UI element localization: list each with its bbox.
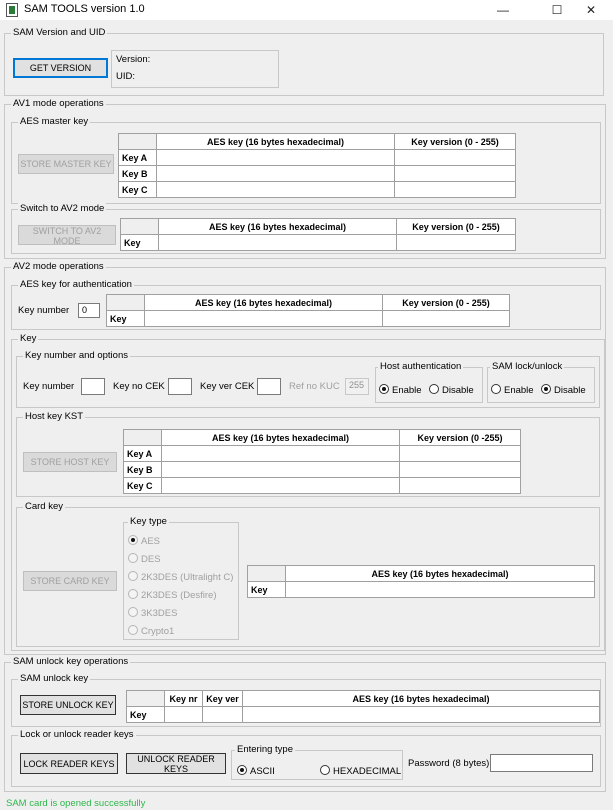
unlock-key-nr-cell[interactable] <box>165 707 203 723</box>
switch-to-av2-button[interactable]: SWITCH TO AV2 MODE <box>18 225 116 245</box>
key-options-label: Key number and options <box>25 350 128 361</box>
master-col-key: AES key (16 bytes hexadecimal) <box>157 134 395 150</box>
window-title: SAM TOOLS version 1.0 <box>24 3 145 15</box>
sam-version-uid-label: SAM Version and UID <box>13 27 106 38</box>
auth-key-cell[interactable] <box>145 311 383 327</box>
password-input[interactable] <box>490 754 593 772</box>
unlock-row-key: Key <box>127 707 165 723</box>
radio-selected-icon <box>128 535 138 545</box>
host-row-b: Key B <box>124 462 162 478</box>
sam-version-uid-group <box>4 27 604 96</box>
master-ver-b-cell[interactable] <box>395 166 516 182</box>
switch-ver-cell[interactable] <box>397 235 516 251</box>
card-col-key: AES key (16 bytes hexadecimal) <box>286 566 595 582</box>
version-label: Version: <box>116 54 151 65</box>
unlock-col-key-ver: Key ver <box>203 691 243 707</box>
master-key-b-cell[interactable] <box>157 166 395 182</box>
status-text: SAM card is opened successfully <box>6 798 146 809</box>
auth-col-version: Key version (0 - 255) <box>383 295 510 311</box>
unlock-col-key: AES key (16 bytes hexadecimal) <box>243 691 600 707</box>
store-unlock-key-button[interactable]: STORE UNLOCK KEY <box>20 695 116 715</box>
close-button[interactable]: ✕ <box>585 3 597 17</box>
card-key-cell[interactable] <box>286 582 595 598</box>
auth-key-label: AES key for authentication <box>20 279 132 290</box>
switch-key-table <box>120 218 516 251</box>
sam-unlock-key-label: SAM unlock key <box>20 673 89 684</box>
av2-mode-group <box>4 261 606 655</box>
host-col-version: Key version (0 -255) <box>400 430 521 446</box>
unlock-key-table <box>126 690 600 723</box>
auth-ver-cell[interactable] <box>383 311 510 327</box>
radio-icon <box>491 384 501 394</box>
card-key-label: Card key <box>25 501 64 512</box>
status-bar <box>0 798 613 810</box>
host-auth-enable-radio[interactable]: Enable <box>379 384 422 397</box>
key-type-2k3des-desfire-radio[interactable]: 2K3DES (Desfire) <box>128 589 217 602</box>
radio-icon <box>128 571 138 581</box>
host-row-a: Key A <box>124 446 162 462</box>
unlock-reader-keys-button[interactable]: UNLOCK READER KEYS <box>126 753 226 774</box>
host-key-kst-group <box>16 411 600 497</box>
ref-no-kuc-input[interactable]: 255 <box>345 378 369 395</box>
lock-reader-keys-button[interactable]: LOCK READER KEYS <box>20 753 118 774</box>
master-key-c-cell[interactable] <box>157 182 395 198</box>
minimize-button[interactable]: — <box>497 3 509 17</box>
host-key-table <box>123 429 521 494</box>
host-auth-group <box>375 361 483 403</box>
key-no-cek-input[interactable] <box>168 378 192 395</box>
version-uid-box <box>111 50 279 88</box>
master-col-version: Key version (0 - 255) <box>395 134 516 150</box>
app-icon <box>6 3 18 17</box>
unlock-ops-label: SAM unlock key operations <box>13 656 129 667</box>
password-label: Password (8 bytes) <box>408 758 490 769</box>
lock-reader-keys-label: Lock or unlock reader keys <box>20 729 134 740</box>
radio-icon <box>320 765 330 775</box>
av1-mode-label: AV1 mode operations <box>13 98 104 109</box>
sam-lock-enable-radio[interactable]: Enable <box>491 384 534 397</box>
host-ver-b-cell[interactable] <box>400 462 521 478</box>
unlock-col-key-nr: Key nr <box>165 691 203 707</box>
switch-col-version: Key version (0 - 255) <box>397 219 516 235</box>
key-group-label: Key <box>20 333 37 344</box>
radio-selected-icon <box>237 765 247 775</box>
card-key-table <box>247 565 595 598</box>
switch-col-key: AES key (16 bytes hexadecimal) <box>159 219 397 235</box>
key-number-label: Key number <box>23 381 75 392</box>
key-group <box>11 333 605 651</box>
host-key-a-cell[interactable] <box>162 446 400 462</box>
get-version-button[interactable]: GET VERSION <box>13 58 108 78</box>
key-ver-cek-label: Key ver CEK <box>200 381 255 392</box>
auth-col-key: AES key (16 bytes hexadecimal) <box>145 295 383 311</box>
hexadecimal-radio[interactable]: HEXADECIMAL <box>320 765 401 778</box>
key-ver-cek-input[interactable] <box>257 378 281 395</box>
store-host-key-button[interactable]: STORE HOST KEY <box>23 452 117 472</box>
entering-type-group <box>231 744 403 780</box>
card-row-key: Key <box>248 582 286 598</box>
key-type-group <box>123 516 239 640</box>
store-card-key-button[interactable]: STORE CARD KEY <box>23 571 117 591</box>
radio-selected-icon <box>541 384 551 394</box>
sam-lock-disable-radio[interactable]: Disable <box>541 384 586 397</box>
master-row-a: Key A <box>119 150 157 166</box>
auth-key-number-label: Key number <box>18 305 70 316</box>
key-type-des-radio[interactable]: DES <box>128 553 161 566</box>
master-row-b: Key B <box>119 166 157 182</box>
master-key-table <box>118 133 516 198</box>
host-key-b-cell[interactable] <box>162 462 400 478</box>
radio-icon <box>128 607 138 617</box>
master-key-a-cell[interactable] <box>157 150 395 166</box>
key-options-group <box>16 350 600 408</box>
auth-key-group <box>11 279 601 330</box>
host-auth-label: Host authentication <box>380 361 462 372</box>
sam-unlock-key-group <box>11 673 601 727</box>
host-ver-a-cell[interactable] <box>400 446 521 462</box>
lock-reader-keys-group <box>11 729 601 787</box>
host-ver-c-cell[interactable] <box>400 478 521 494</box>
key-no-cek-label: Key no CEK <box>113 381 165 392</box>
key-type-3k3des-radio[interactable]: 3K3DES <box>128 607 177 620</box>
maximize-button[interactable]: ☐ <box>551 3 563 17</box>
entering-type-label: Entering type <box>237 744 293 755</box>
host-col-key: AES key (16 bytes hexadecimal) <box>162 430 400 446</box>
unlock-key-cell[interactable] <box>243 707 600 723</box>
key-type-aes-radio[interactable]: AES <box>128 535 160 548</box>
auth-key-number-input[interactable]: 0 <box>78 303 100 318</box>
card-key-group <box>16 501 600 647</box>
unlock-key-ver-cell[interactable] <box>203 707 243 723</box>
master-ver-c-cell[interactable] <box>395 182 516 198</box>
auth-row-key: Key <box>107 311 145 327</box>
av2-mode-label: AV2 mode operations <box>13 261 104 272</box>
key-type-2k3des-ultralight-radio[interactable]: 2K3DES (Ultralight C) <box>128 571 233 584</box>
radio-selected-icon <box>379 384 389 394</box>
host-key-c-cell[interactable] <box>162 478 400 494</box>
switch-row-key: Key <box>121 235 159 251</box>
master-ver-a-cell[interactable] <box>395 150 516 166</box>
aes-master-key-label: AES master key <box>20 116 89 127</box>
aes-master-key-group <box>11 116 601 204</box>
radio-icon <box>128 589 138 599</box>
host-row-c: Key C <box>124 478 162 494</box>
uid-label: UID: <box>116 71 135 82</box>
key-number-input[interactable] <box>81 378 105 395</box>
store-master-key-button[interactable]: STORE MASTER KEY <box>18 154 114 174</box>
host-auth-disable-radio[interactable]: Disable <box>429 384 474 397</box>
ref-no-kuc-label: Ref no KUC <box>289 381 340 392</box>
radio-icon <box>128 625 138 635</box>
key-type-crypto1-radio[interactable]: Crypto1 <box>128 625 174 638</box>
unlock-ops-group <box>4 656 606 792</box>
switch-key-cell[interactable] <box>159 235 397 251</box>
ascii-radio[interactable]: ASCII <box>237 765 275 778</box>
av1-mode-group <box>4 98 606 259</box>
host-key-kst-label: Host key KST <box>25 411 84 422</box>
key-type-label: Key type <box>130 516 167 527</box>
radio-icon <box>128 553 138 563</box>
sam-lock-label: SAM lock/unlock <box>492 361 563 372</box>
switch-av2-group <box>11 203 601 254</box>
auth-key-table <box>106 294 510 327</box>
switch-av2-label: Switch to AV2 mode <box>20 203 105 214</box>
radio-icon <box>429 384 439 394</box>
title-bar <box>0 0 613 20</box>
master-row-c: Key C <box>119 182 157 198</box>
sam-lock-group <box>487 361 595 403</box>
